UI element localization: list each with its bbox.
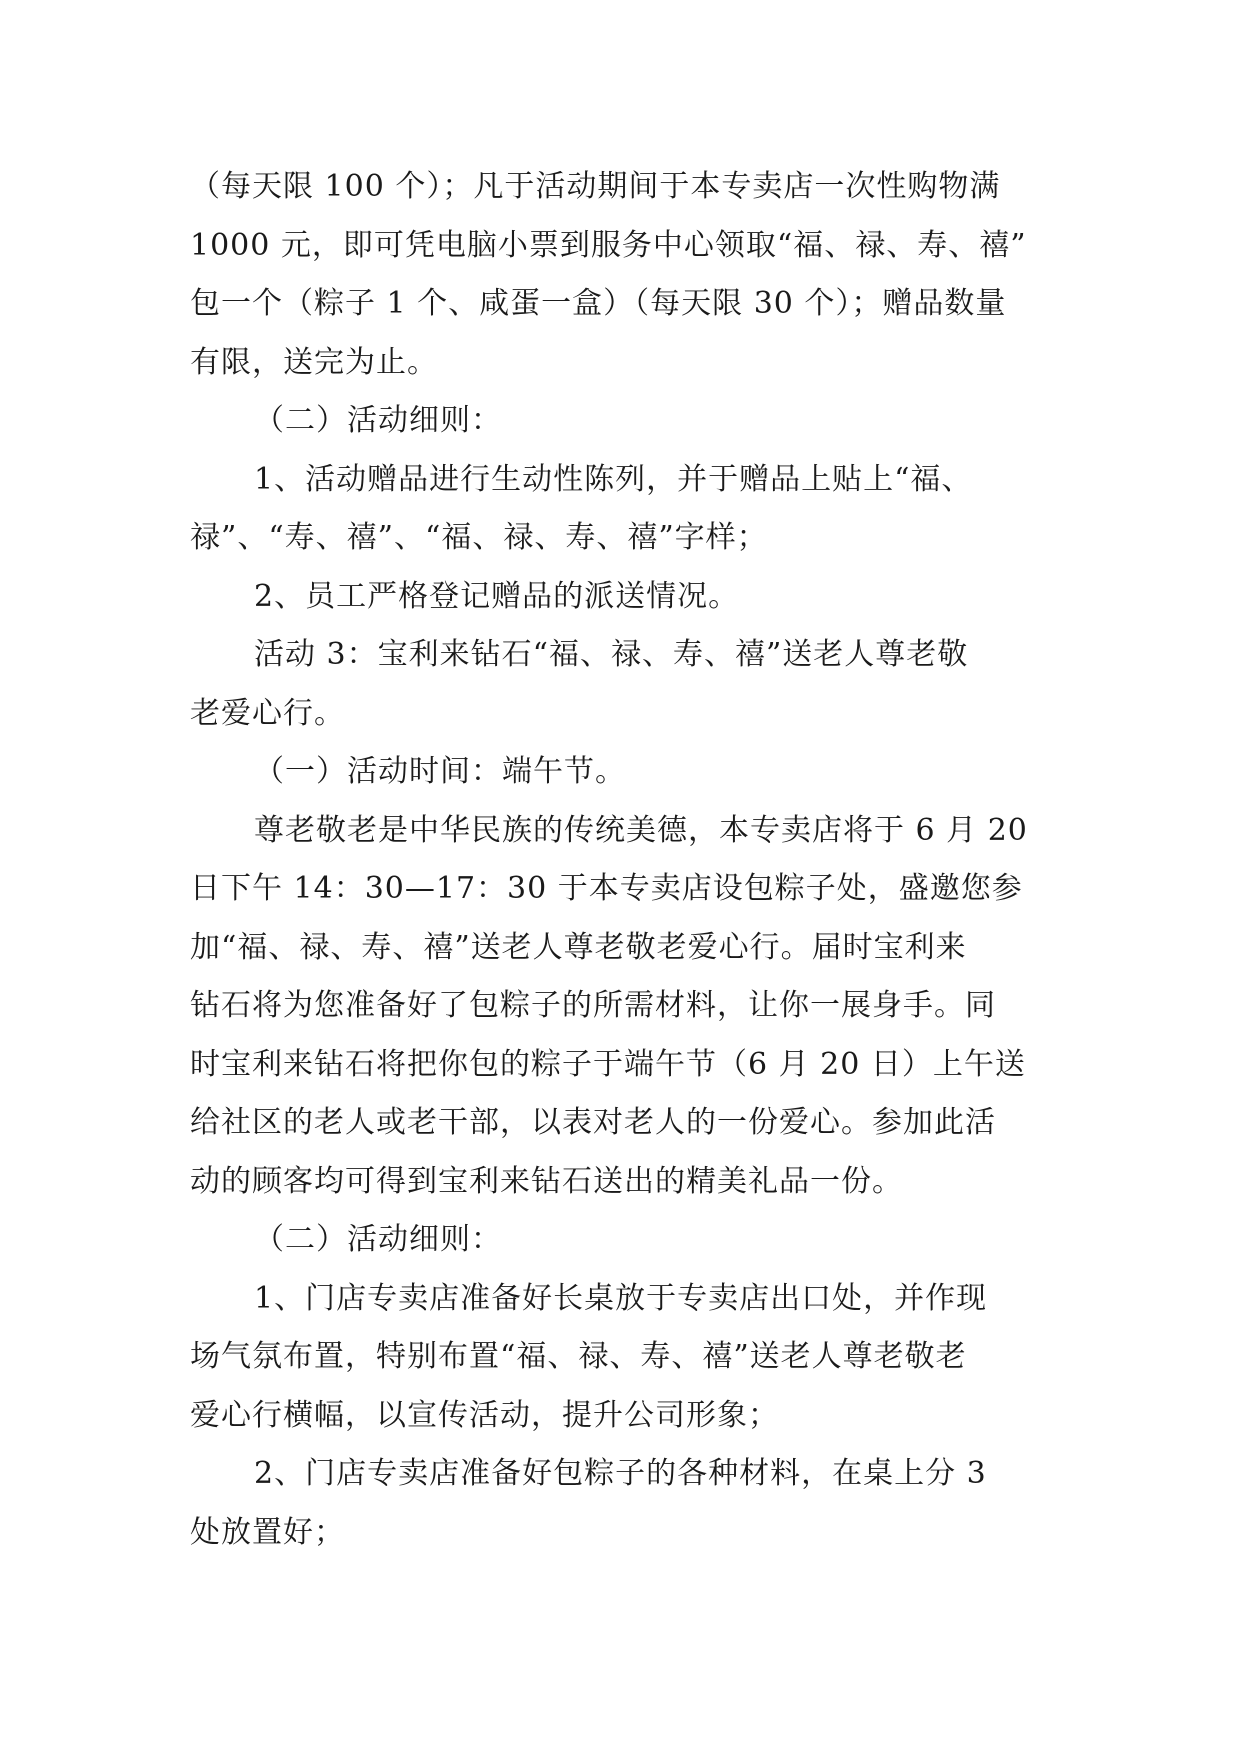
text-line: （一）活动时间：端午节。 [254, 754, 626, 789]
document-body [190, 158, 1050, 1562]
text-line: 爱心行横幅，以宣传活动，提升公司形象； [190, 1397, 779, 1433]
text-line: （每天限 100 个）；凡于活动期间于本专卖店一次性购物满 [190, 169, 1001, 204]
text-line: 1、活动赠品进行生动性陈列，并于赠品上贴上“福、 [254, 461, 973, 497]
text-line: 老爱心行。 [190, 695, 345, 731]
text-line: 包一个（粽子 1 个、咸蛋一盒）（每天限 30 个）；赠品数量 [190, 286, 1007, 321]
text-line: 动的顾客均可得到宝利来钻石送出的精美礼品一份。 [190, 1163, 903, 1199]
text-line: 1000 元，即可凭电脑小票到服务中心领取“福、禄、寿、禧” [190, 227, 1027, 263]
text-line: 加“福、禄、寿、禧”送老人尊老敬老爱心行。届时宝利来 [190, 929, 967, 965]
text-line: 尊老敬老是中华民族的传统美德，本专卖店将于 6 月 20 [254, 812, 1028, 848]
text-line: 活动 3：宝利来钻石“福、禄、寿、禧”送老人尊老敬 [254, 637, 969, 672]
text-line: 有限，送完为止。 [190, 344, 438, 380]
text-line: 日下午 14：30—17：30 于本专卖店设包粽子处，盛邀您参 [190, 871, 1023, 906]
text-line: （二）活动细则： [254, 403, 502, 438]
text-line: 1、门店专卖店准备好长桌放于专卖店出口处，并作现 [254, 1280, 988, 1316]
text-line: 2、门店专卖店准备好包粽子的各种材料，在桌上分 3 [254, 1456, 987, 1491]
text-line: 给社区的老人或老干部，以表对老人的一份爱心。参加此活 [190, 1105, 996, 1140]
text-line: 钻石将为您准备好了包粽子的所需材料，让你一展身手。同 [190, 988, 996, 1023]
text-line: 处放置好； [190, 1514, 345, 1550]
text-line: 2、员工严格登记赠品的派送情况。 [254, 578, 740, 614]
text-line: 时宝利来钻石将把你包的粽子于端午节（6 月 20 日）上午送 [190, 1046, 1026, 1082]
text-line: 场气氛布置，特别布置“福、禄、寿、禧”送老人尊老敬老 [190, 1339, 967, 1374]
text-line: 禄”、“寿、禧”、“福、禄、寿、禧”字样； [190, 520, 768, 555]
text-line: （二）活动细则： [254, 1222, 502, 1257]
